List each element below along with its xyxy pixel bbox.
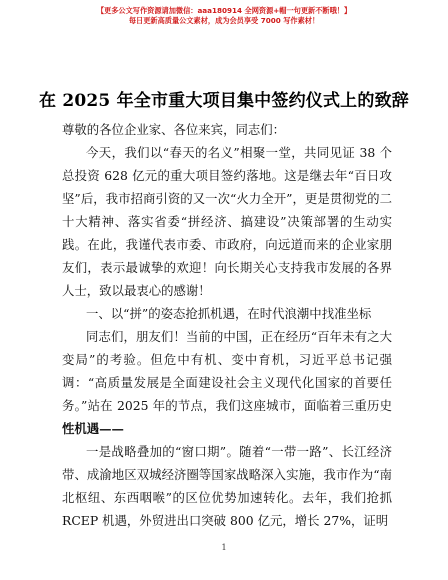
promo-banner-line-2: 每日更新高质量公文素材，成为会员享受 7000 写作素材！ bbox=[128, 16, 320, 25]
greeting: 尊敬的各位企业家、各位来宾，同志们： bbox=[62, 122, 286, 137]
paragraph-1: 今天，我们以“春天的名义”相聚一堂，共同见证 38 个总投资 628 亿元的重大项目签约落地。这是继去年“百日攻坚”后，我市招商引资的又一次“火力全开”，更是贯彻党的二十大精神、落实省委“拼经济、搞建设”决策部署的生动实践。在此，我谨代表市委、市政府，向远道而来的企业家朋友们，表示最诚挚的欢迎！向长期关心支持我市发展的各界人士，致以最衷心的感谢！ bbox=[62, 145, 392, 298]
section-heading-1: 一、以“拼”的姿态抢抓机遇，在时代浪潮中找准坐标 bbox=[86, 306, 372, 321]
paragraph-3: 一是战略叠加的“窗口期”。随着“一带一路”、长江经济带、成渝地区双城经济圈等国家战略深入实施，我市作为“南北枢纽、东西咽喉”的区位优势加速转化。去年，我们抢抓 RCEP 机遇，外贸进出口突破 800 亿元，增长 27%，证明 bbox=[62, 444, 392, 528]
paragraph-2 bbox=[62, 325, 392, 440]
promo-banner-line-1: 【更多公文写作资源请加微信：aaa180914 全网资源+帽一句更新不断哦！】 bbox=[96, 6, 352, 15]
paragraph-2-emphasis: 性机遇—— bbox=[62, 421, 124, 436]
paragraph-2-text: 同志们，朋友们！当前的中国，正在经历“百年未有之大变局”的考验。但危中有机、变中育机，习近平总书记强调：“高质量发展是全面建设社会主义现代化国家的首要任务。”站在 2025 年的节点，我们这座城市，面临着三重历史 bbox=[62, 329, 392, 413]
page-number: 1 bbox=[221, 543, 227, 552]
promo-banner bbox=[0, 6, 448, 26]
document-title: 在 2025 年全市重大项目集中签约仪式上的致辞 bbox=[39, 91, 409, 111]
document-body bbox=[62, 118, 392, 532]
